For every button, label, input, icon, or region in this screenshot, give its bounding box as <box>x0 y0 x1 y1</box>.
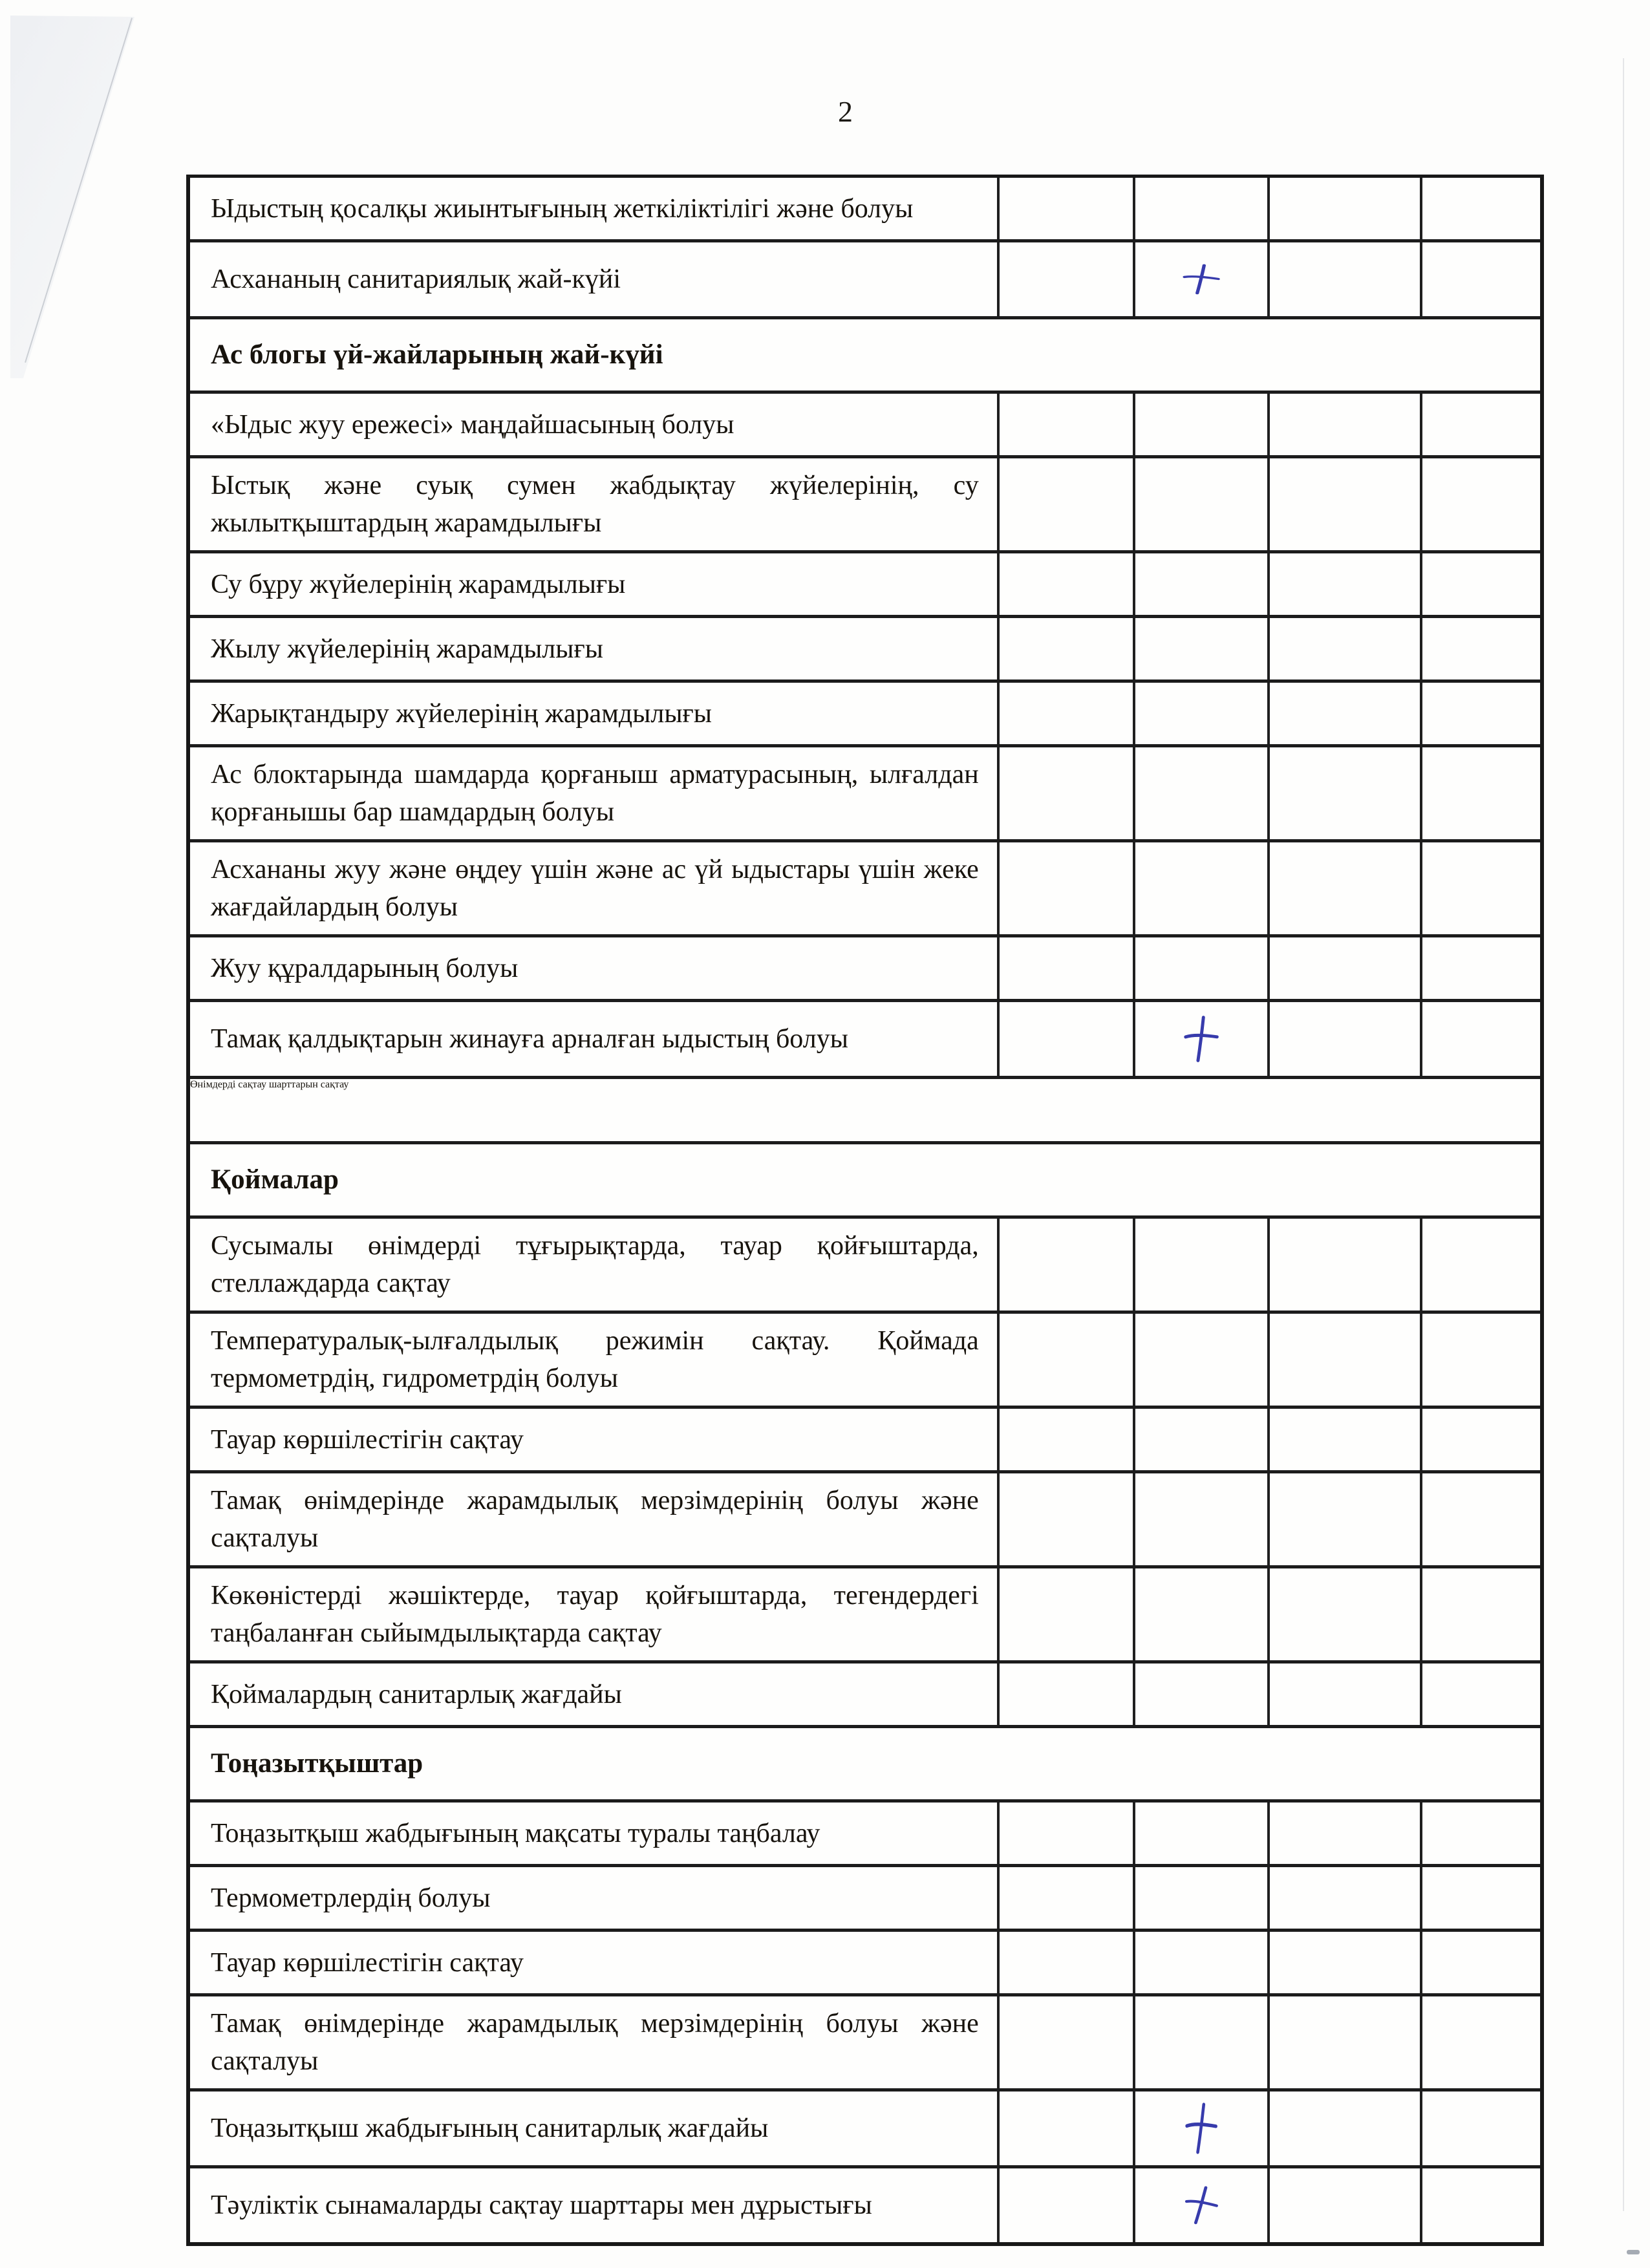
answer-cell <box>1422 553 1540 615</box>
row-label: Термометрлердің болуы <box>211 1883 491 1913</box>
plus-mark-icon <box>1184 2101 1219 2156</box>
section-row <box>190 1079 1540 1144</box>
answer-cell <box>1000 458 1135 550</box>
answer-cell <box>1135 1803 1270 1864</box>
table-row <box>190 1568 1540 1664</box>
section-row <box>190 1144 1540 1219</box>
answer-cell <box>1422 1568 1540 1660</box>
answer-cell <box>1270 1803 1422 1864</box>
row-label: Тамақ өнімдерінде жарамдылық мерзімдерінің болуы және сақталуы <box>211 2009 979 2076</box>
answer-cell <box>1135 1568 1270 1660</box>
checklist-item-cell <box>190 683 1000 744</box>
row-label: Тоңазытқыш жабдығының санитарлық жағдайы <box>211 2113 769 2143</box>
answer-cell <box>1422 1803 1540 1864</box>
answer-cell <box>1000 1219 1135 1311</box>
row-label: Тамақ өнімдерінде жарамдылық мерзімдерінің болуы және сақталуы <box>211 1486 979 1553</box>
answer-cell <box>1135 394 1270 455</box>
answer-cell <box>1000 2091 1135 2165</box>
answer-cell <box>1270 394 1422 455</box>
table-row <box>190 618 1540 683</box>
answer-cell <box>1135 1664 1270 1725</box>
plus-mark-icon <box>1183 1014 1219 1064</box>
plus-mark-icon <box>1181 2182 1221 2228</box>
checklist-item-cell <box>190 553 1000 615</box>
checklist-item-cell <box>190 1409 1000 1470</box>
row-label: Тауар көршілестігін сақтау <box>211 1424 524 1455</box>
answer-cell <box>1135 1867 1270 1929</box>
answer-cell <box>1270 178 1422 239</box>
answer-cell <box>1135 1409 1270 1470</box>
answer-cell <box>1422 618 1540 679</box>
inspection-checklist-table <box>186 175 1544 2246</box>
checklist-item-cell <box>190 1932 1000 1993</box>
table-row <box>190 1867 1540 1932</box>
checklist-item-cell <box>190 747 1000 839</box>
answer-cell <box>1000 1664 1135 1725</box>
answer-cell <box>1270 747 1422 839</box>
row-label: Сусымалы өнімдерді тұғырықтарда, тауар қойғыштарда, стеллаждарда сақтау <box>211 1231 979 1298</box>
answer-cell <box>1270 1002 1422 1076</box>
row-label: Ыстық және суық сумен жабдықтау жүйелерінің, су жылытқыштардың жарамдылығы <box>211 471 979 538</box>
answer-cell <box>1270 1314 1422 1406</box>
table-row <box>190 1473 1540 1568</box>
table-row <box>190 842 1540 937</box>
answer-cell <box>1422 178 1540 239</box>
answer-cell <box>1422 1996 1540 2088</box>
table-row <box>190 1932 1540 1996</box>
row-label: Тәуліктік сынамаларды сақтау шарттары мен дұрыстығы <box>211 2190 872 2220</box>
row-label: Қоймалардың санитарлық жағдайы <box>211 1679 622 1709</box>
answer-cell <box>1000 1568 1135 1660</box>
checklist-item-cell <box>190 242 1000 316</box>
answer-cell <box>1422 1664 1540 1725</box>
row-label: Тамақ қалдықтарын жинауға арналған ыдыстың болуы <box>211 1024 848 1054</box>
answer-cell <box>1422 1409 1540 1470</box>
answer-cell <box>1000 937 1135 999</box>
checklist-item-cell <box>190 1002 1000 1076</box>
table-row <box>190 937 1540 1002</box>
answer-cell <box>1422 1219 1540 1311</box>
table-row <box>190 1002 1540 1079</box>
scan-edge-artifact <box>1623 58 1624 2211</box>
row-label: Көкөністерді жәшіктерде, тауар қойғыштарда, тегендердегі таңбаланған сыйымдылықтарда сақтау <box>211 1581 979 1648</box>
row-label: Асхананың санитариялық жай-күйі <box>211 264 621 294</box>
answer-cell <box>1135 178 1270 239</box>
answer-cell <box>1000 553 1135 615</box>
plus-mark-icon <box>1181 262 1221 297</box>
answer-cell <box>1270 618 1422 679</box>
table-row <box>190 1996 1540 2091</box>
answer-cell <box>1422 747 1540 839</box>
answer-cell <box>1422 2168 1540 2242</box>
answer-cell <box>1422 1932 1540 1993</box>
answer-cell <box>1422 683 1540 744</box>
answer-cell <box>1000 1932 1135 1993</box>
answer-cell <box>1135 618 1270 679</box>
answer-cell <box>1422 1314 1540 1406</box>
checklist-item-cell <box>190 1664 1000 1725</box>
row-label: Жарықтандыру жүйелерінің жарамдылығы <box>211 698 712 729</box>
answer-cell <box>1000 683 1135 744</box>
answer-cell <box>1135 2168 1270 2242</box>
row-label: Ыдыстың қосалқы жиынтығының жеткіліктілігі және болуы <box>211 193 914 224</box>
checklist-item-cell <box>190 1219 1000 1311</box>
answer-cell <box>1422 1867 1540 1929</box>
answer-cell <box>1000 1996 1135 2088</box>
answer-cell <box>1135 458 1270 550</box>
row-label: Су бұру жүйелерінің жарамдылығы <box>211 569 626 599</box>
answer-cell <box>1270 937 1422 999</box>
table-row <box>190 553 1540 618</box>
row-label: Температуралық-ылғалдылық режимін сақтау. Қоймада термометрдің, гидрометрдің болуы <box>211 1326 979 1393</box>
checklist-item-cell <box>190 2091 1000 2165</box>
answer-cell <box>1000 2168 1135 2242</box>
row-label: Тауар көршілестігін сақтау <box>211 1947 524 1978</box>
answer-cell <box>1135 1473 1270 1565</box>
section-label: Қоймалар <box>211 1164 339 1195</box>
answer-cell <box>1135 1219 1270 1311</box>
answer-cell <box>1270 1867 1422 1929</box>
answer-cell <box>1422 242 1540 316</box>
checklist-item-cell <box>190 1568 1000 1660</box>
checklist-item-cell <box>190 458 1000 550</box>
table-row <box>190 178 1540 242</box>
checklist-item-cell <box>190 937 1000 999</box>
answer-cell <box>1135 842 1270 934</box>
row-label: Жуу құралдарының болуы <box>211 953 519 983</box>
scan-smudge-artifact <box>1627 2250 1640 2254</box>
table-row <box>190 242 1540 319</box>
checklist-item-cell <box>190 178 1000 239</box>
answer-cell <box>1270 842 1422 934</box>
answer-cell <box>1000 1473 1135 1565</box>
checklist-item-cell <box>190 1867 1000 1929</box>
answer-cell <box>1422 458 1540 550</box>
checklist-item-cell <box>190 1996 1000 2088</box>
table-row <box>190 2168 1540 2242</box>
answer-cell <box>1270 1473 1422 1565</box>
answer-cell <box>1000 618 1135 679</box>
row-label: Тоңазытқыш жабдығының мақсаты туралы таңбалау <box>211 1818 820 1848</box>
table-row <box>190 1219 1540 1314</box>
answer-cell <box>1000 1803 1135 1864</box>
page-corner-fold-artifact <box>0 0 168 388</box>
answer-cell <box>1270 1568 1422 1660</box>
section-row <box>190 319 1540 394</box>
row-label: Ас блоктарында шамдарда қорғаныш арматурасының, ылғалдан қорғанышы бар шамдардың болуы <box>211 760 979 827</box>
row-label: Асхананы жуу және өңдеу үшін және ас үй ыдыстары үшін жеке жағдайлардың болуы <box>211 855 979 922</box>
table-row <box>190 747 1540 842</box>
page-number: 2 <box>838 95 853 128</box>
answer-cell <box>1270 458 1422 550</box>
answer-cell <box>1135 1002 1270 1076</box>
answer-cell <box>1422 937 1540 999</box>
table-row <box>190 458 1540 553</box>
answer-cell <box>1135 1996 1270 2088</box>
table-row <box>190 394 1540 458</box>
answer-cell <box>1000 1002 1135 1076</box>
answer-cell <box>1000 242 1135 316</box>
answer-cell <box>1000 394 1135 455</box>
row-label: «Ыдыс жуу ережесі» маңдайшасының болуы <box>211 409 734 440</box>
answer-cell <box>1270 553 1422 615</box>
section-label: Тоңазытқыштар <box>211 1748 423 1779</box>
answer-cell <box>1135 242 1270 316</box>
answer-cell <box>1000 1409 1135 1470</box>
answer-cell <box>1270 683 1422 744</box>
answer-cell <box>1422 2091 1540 2165</box>
answer-cell <box>1135 1314 1270 1406</box>
section-label: Ас блогы үй-жайларының жай-күйі <box>211 339 663 370</box>
answer-cell <box>1135 1932 1270 1993</box>
answer-cell <box>1270 2168 1422 2242</box>
answer-cell <box>1000 842 1135 934</box>
answer-cell <box>1270 1409 1422 1470</box>
answer-cell <box>1000 747 1135 839</box>
checklist-item-cell <box>190 1803 1000 1864</box>
table-row <box>190 2091 1540 2168</box>
answer-cell <box>1270 1664 1422 1725</box>
checklist-item-cell <box>190 618 1000 679</box>
section-row <box>190 1728 1540 1803</box>
answer-cell <box>1000 1314 1135 1406</box>
answer-cell <box>1000 178 1135 239</box>
answer-cell <box>1270 1932 1422 1993</box>
table-row <box>190 1664 1540 1728</box>
answer-cell <box>1135 683 1270 744</box>
row-label: Жылу жүйелерінің жарамдылығы <box>211 634 603 664</box>
checklist-item-cell <box>190 2168 1000 2242</box>
answer-cell <box>1422 1002 1540 1076</box>
answer-cell <box>1135 553 1270 615</box>
answer-cell <box>1422 394 1540 455</box>
answer-cell <box>1270 1996 1422 2088</box>
table-row <box>190 1409 1540 1473</box>
answer-cell <box>1270 2091 1422 2165</box>
checklist-item-cell <box>190 1314 1000 1406</box>
answer-cell <box>1135 937 1270 999</box>
answer-cell <box>1135 747 1270 839</box>
checklist-item-cell <box>190 394 1000 455</box>
checklist-item-cell <box>190 842 1000 934</box>
checklist-item-cell <box>190 1473 1000 1565</box>
answer-cell <box>1000 1867 1135 1929</box>
section-label: Өнімдерді сақтау шарттарын сақтау <box>190 1079 349 1090</box>
answer-cell <box>1270 242 1422 316</box>
table-row <box>190 683 1540 747</box>
table-row <box>190 1314 1540 1409</box>
table-row <box>190 1803 1540 1867</box>
answer-cell <box>1270 1219 1422 1311</box>
answer-cell <box>1135 2091 1270 2165</box>
answer-cell <box>1422 842 1540 934</box>
answer-cell <box>1422 1473 1540 1565</box>
